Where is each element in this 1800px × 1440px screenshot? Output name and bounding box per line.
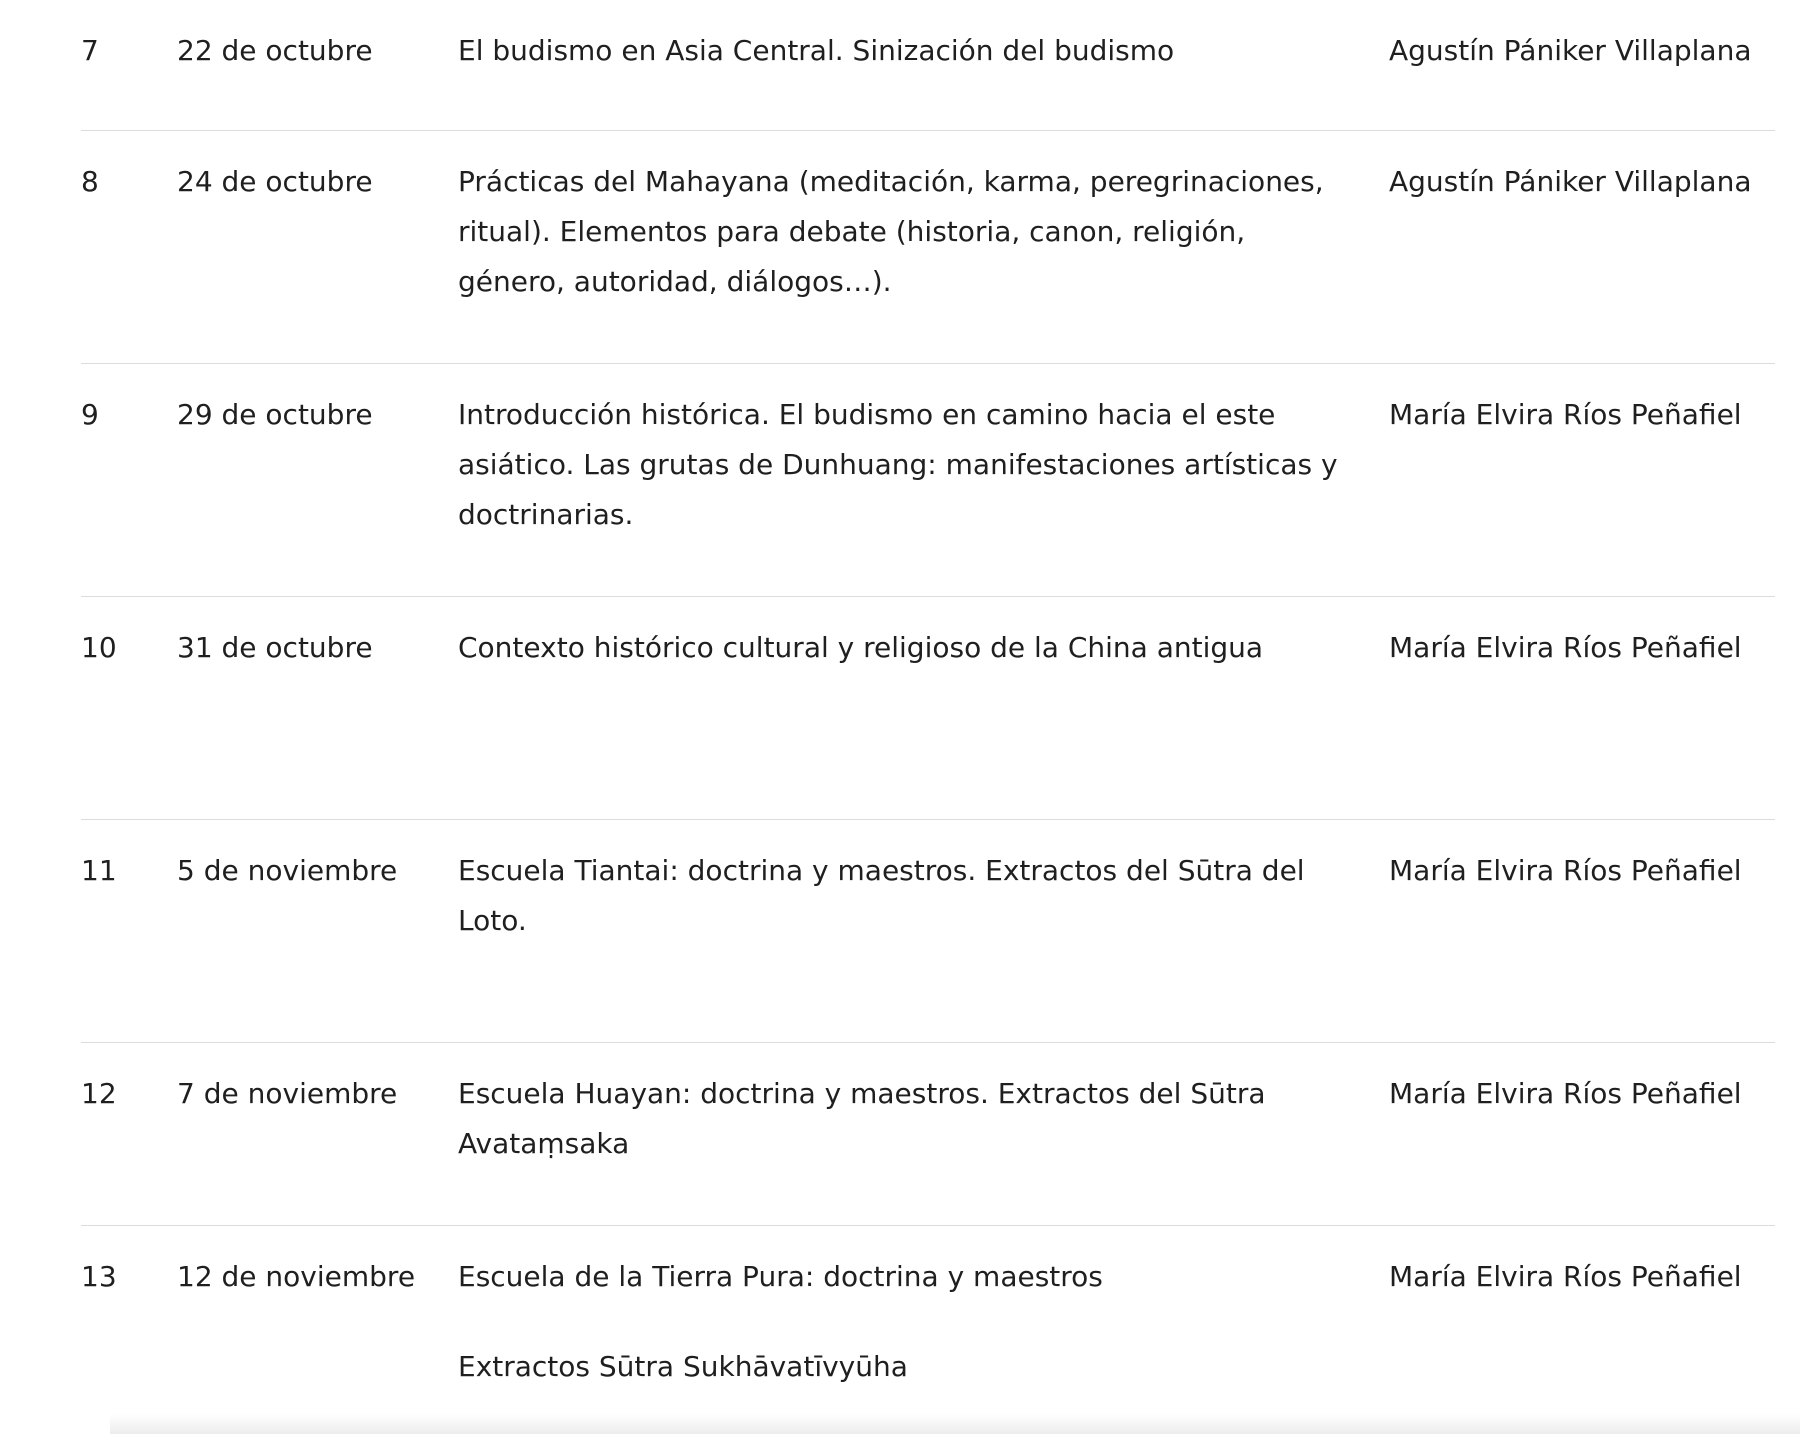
session-date: 31 de octubre — [177, 631, 373, 664]
session-number: 9 — [81, 398, 99, 431]
session-professor: María Elvira Ríos Peñafiel — [1389, 398, 1742, 431]
topic-paragraph: Prácticas del Mahayana (meditación, karma, peregrinaciones, ritual). Elementos para debate (historia, canon, religión, género, autoridad, diálogos…). — [458, 165, 1324, 298]
session-professor: Agustín Pániker Villaplana — [1389, 34, 1752, 67]
session-number: 8 — [81, 165, 99, 198]
session-date: 7 de noviembre — [177, 1077, 398, 1110]
bottom-scroll-fade — [110, 1414, 1800, 1434]
topic-paragraph: Contexto histórico cultural y religioso de la China antigua — [458, 631, 1264, 664]
session-number: 12 — [81, 1077, 117, 1110]
session-professor: María Elvira Ríos Peñafiel — [1389, 631, 1742, 664]
session-date: 22 de octubre — [177, 34, 373, 67]
table-row — [81, 1043, 1775, 1226]
table-row — [81, 820, 1775, 1043]
session-date: 12 de noviembre — [177, 1260, 416, 1293]
session-number: 13 — [81, 1260, 117, 1293]
session-professor: María Elvira Ríos Peñafiel — [1389, 1077, 1742, 1110]
table-row — [81, 0, 1775, 131]
session-number: 10 — [81, 631, 117, 664]
table-row — [81, 597, 1775, 820]
topic-paragraph: Introducción histórica. El budismo en camino hacia el este asiático. Las grutas de Dunhuang: manifestaciones artísticas y doctrinarias. — [458, 398, 1338, 531]
session-number: 11 — [81, 854, 117, 887]
session-professor: María Elvira Ríos Peñafiel — [1389, 854, 1742, 887]
topic-paragraph: Escuela Tiantai: doctrina y maestros. Extractos del Sūtra del Loto. — [458, 854, 1305, 937]
session-date: 29 de octubre — [177, 398, 373, 431]
topic-paragraph: Extractos Sūtra Sukhāvatīvyūha — [458, 1350, 908, 1383]
session-professor: María Elvira Ríos Peñafiel — [1389, 1260, 1742, 1293]
session-date: 24 de octubre — [177, 165, 373, 198]
session-topic — [458, 157, 1358, 307]
session-professor: Agustín Pániker Villaplana — [1389, 165, 1752, 198]
table-row — [81, 1226, 1775, 1440]
session-number: 7 — [81, 34, 99, 67]
session-date: 5 de noviembre — [177, 854, 398, 887]
session-topic — [458, 1252, 1358, 1392]
session-topic — [458, 846, 1358, 946]
session-topic — [458, 390, 1358, 540]
session-topic — [458, 26, 1358, 76]
topic-paragraph: El budismo en Asia Central. Sinización del budismo — [458, 34, 1175, 67]
topic-paragraph: Escuela Huayan: doctrina y maestros. Extractos del Sūtra Avataṃsaka — [458, 1077, 1266, 1160]
session-topic — [458, 1069, 1358, 1169]
session-topic — [458, 623, 1358, 673]
schedule-table — [81, 0, 1775, 1440]
table-row — [81, 131, 1775, 364]
table-row — [81, 364, 1775, 597]
topic-paragraph: Escuela de la Tierra Pura: doctrina y maestros — [458, 1260, 1103, 1293]
